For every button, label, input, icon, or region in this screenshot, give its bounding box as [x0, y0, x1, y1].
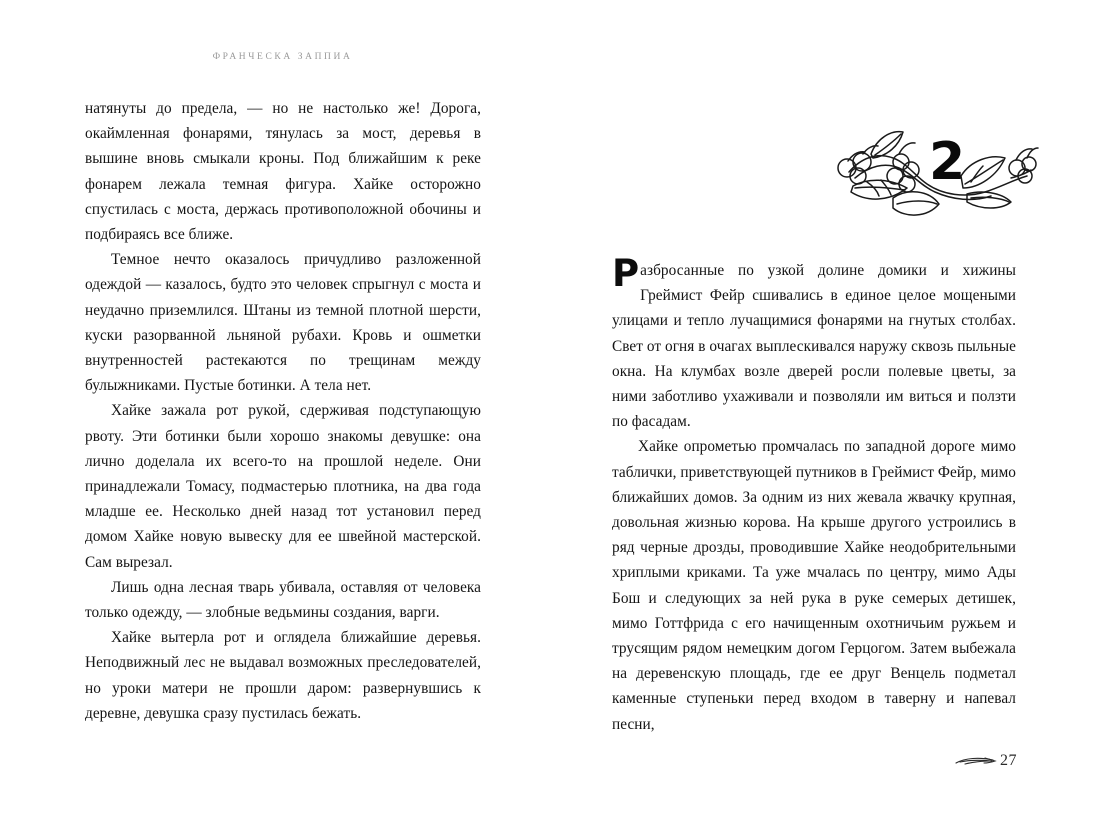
- paragraph: Лишь одна лесная тварь убивала, оставляя от человека только одежду, — злобные ведьмины создания, варги.: [85, 578, 481, 622]
- chapter-number: 2: [929, 132, 966, 192]
- paragraph: натянуты до предела, — но не настолько же! Дорога, окаймленная фонарями, тянулась за мост, деревья в вышине вновь смыкали кроны. Под ближайшим к реке фонарем лежала темная фигура. Хайке осторожно спустилась с моста, держась противоположной обочины и подбираясь все ближе.: [85, 100, 481, 244]
- chapter-heading: [815, 118, 1045, 230]
- left-text-column: [85, 96, 481, 726]
- page-number: 27: [1000, 752, 1017, 769]
- paragraph: Хайке опрометью промчалась по западной дороге мимо таблички, приветствующей путников в Греймист Фейр, мимо ближайших домов. За одним из них жевала жвачку крупная, довольная жизнью корова. На крыше другого устроились в ряд черные дрозды, проводившие Хайке неодобрительными хриплыми криками. Та уже мчалась по центру, мимо Ады Бош и следующих за ней рука в руке семерых детишек, мимо Готтфрида с его начищенным охотничьим ружьем и трусящим рядом немецким догом Герцогом. Затем выбежала на деревенскую площадь, где ее друг Венцель подметал каменные ступеньки перед входом в таверну и напевал песни,: [612, 438, 1016, 733]
- folio: [955, 752, 1017, 770]
- running-head: ФРАНЧЕСКА ЗАППИА: [212, 52, 353, 62]
- paragraph-with-dropcap: [612, 252, 1016, 434]
- paragraph-text: азбросанные по узкой долине домики и хижины Греймист Фейр сшивались в единое целое мощеными улицами и тепло лучащимися фонарями на гнутых столбах. Свет от огня в очагах выплескивался наружу сквозь пыльные окна. На клумбах возле дверей росли полевые цветы, за ними заботливо ухаживали и позволяли им виться и ползти по фасадам.: [612, 262, 1016, 431]
- paragraph: Хайке вытерла рот и оглядела ближайшие деревья. Неподвижный лес не выдавал возможных преследователей, но уроки матери не прошли даром: развернувшись к деревне, девушка сразу пустилась бежать.: [85, 629, 481, 722]
- drop-cap: Р: [612, 252, 640, 295]
- right-text-column: [612, 252, 1016, 737]
- paragraph: Темное нечто оказалось причудливо разложенной одеждой — казалось, будто это человек спрыгнул с моста и неудачно приземлился. Штаны из темной плотной шерсти, куски разорванной льняной рубахи. Кровь и ошметки внутренностей растекаются по трещинам между булыжниками. Пустые ботинки. А тела нет.: [85, 251, 481, 395]
- leaf-flourish-ornament: [955, 754, 997, 768]
- paragraph: Хайке зажала рот рукой, сдерживая подступающую рвоту. Эти ботинки были хорошо знакомы девушке: она лично доделала их всего-то на прошлой неделе. Они принадлежали Томасу, подмастерью плотника, на два года младше ее. Несколько дней назад тот установил перед домом Хайке новую вывеску для ее швейной мастерской. Сам вырезал.: [85, 402, 481, 571]
